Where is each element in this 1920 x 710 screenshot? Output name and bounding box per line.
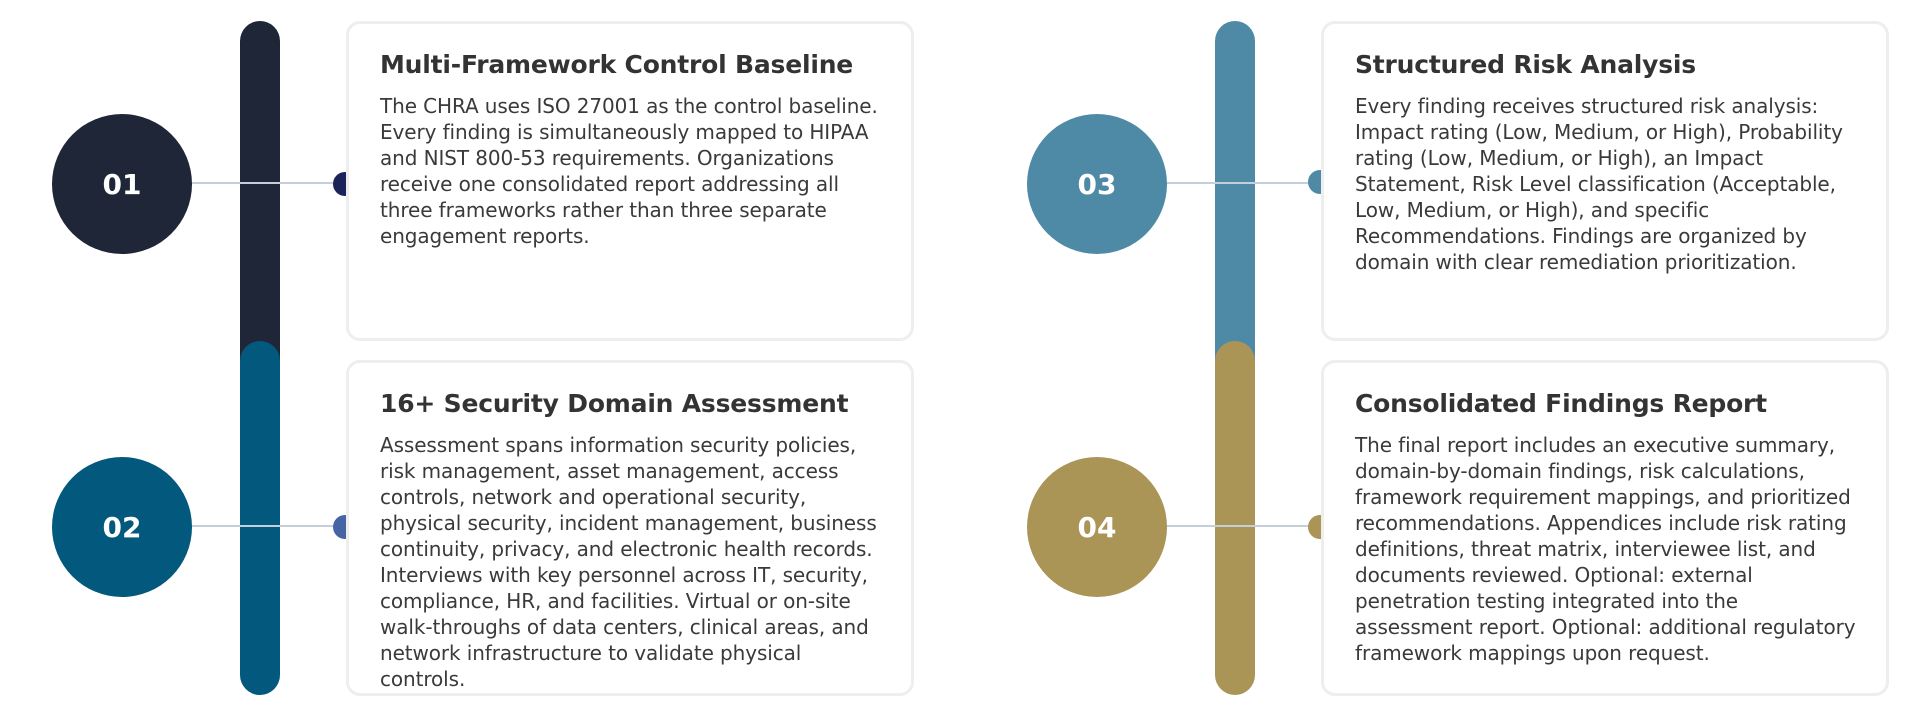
step-number-3: 03	[1077, 167, 1117, 201]
step-card-2	[346, 360, 914, 696]
timeline-bar-step-1	[240, 21, 280, 391]
step-body-3: Every finding receives structured risk analysis: Impact rating (Low, Medium, or High), Probability rating (Low, Medium, or High), an Impact Statement, Risk Level classification (Acceptable, Low, Medium, or High), and specific Recommendations. Findings are organized by domain with clear remediation prioritization.	[1355, 94, 1843, 274]
timeline-bar-step-3	[1215, 21, 1255, 391]
step-number-1: 01	[102, 167, 142, 201]
step-number-badge-4	[1027, 457, 1167, 597]
connector-step-1	[190, 182, 342, 184]
step-number-2: 02	[102, 510, 142, 544]
step-number-4: 04	[1077, 510, 1117, 544]
step-number-badge-3	[1027, 114, 1167, 254]
step-card-4	[1321, 360, 1889, 696]
step-title-3: Structured Risk Analysis	[1355, 50, 1696, 79]
connector-step-4	[1165, 525, 1317, 527]
step-card-1	[346, 21, 914, 341]
step-body-4: The final report includes an executive summary, domain-by-domain findings, risk calculations, framework requirement mappings, and prioritized recommendations. Appendices include risk rating definitions, threat matrix, interviewee list, and documents reviewed. Optional: external penetration testing integrated into the assessment report. Optional: additional regulatory framework mappings upon request.	[1355, 433, 1856, 665]
step-title-4: Consolidated Findings Report	[1355, 389, 1767, 418]
step-body-2: Assessment spans information security policies, risk management, asset management, access controls, network and operational security, physical security, incident management, business continuity, privacy, and electronic health records. Interviews with key personnel across IT, security, compliance, HR, and facilities. Virtual or on-site walk-throughs of data centers, clinical areas, and network infrastructure to validate physical controls.	[380, 433, 877, 691]
step-card-3	[1321, 21, 1889, 341]
step-title-1: Multi-Framework Control Baseline	[380, 50, 854, 79]
step-number-badge-1	[52, 114, 192, 254]
timeline-bar-step-2	[240, 341, 280, 695]
step-title-2: 16+ Security Domain Assessment	[380, 389, 849, 418]
step-body-1: The CHRA uses ISO 27001 as the control baseline. Every finding is simultaneously mapped to HIPAA and NIST 800-53 requirements. Organizations receive one consolidated report addressing all three frameworks rather than three separate engagement reports.	[380, 94, 878, 248]
timeline-bar-step-4	[1215, 341, 1255, 695]
connector-step-3	[1165, 182, 1317, 184]
connector-step-2	[190, 525, 342, 527]
step-number-badge-2	[52, 457, 192, 597]
